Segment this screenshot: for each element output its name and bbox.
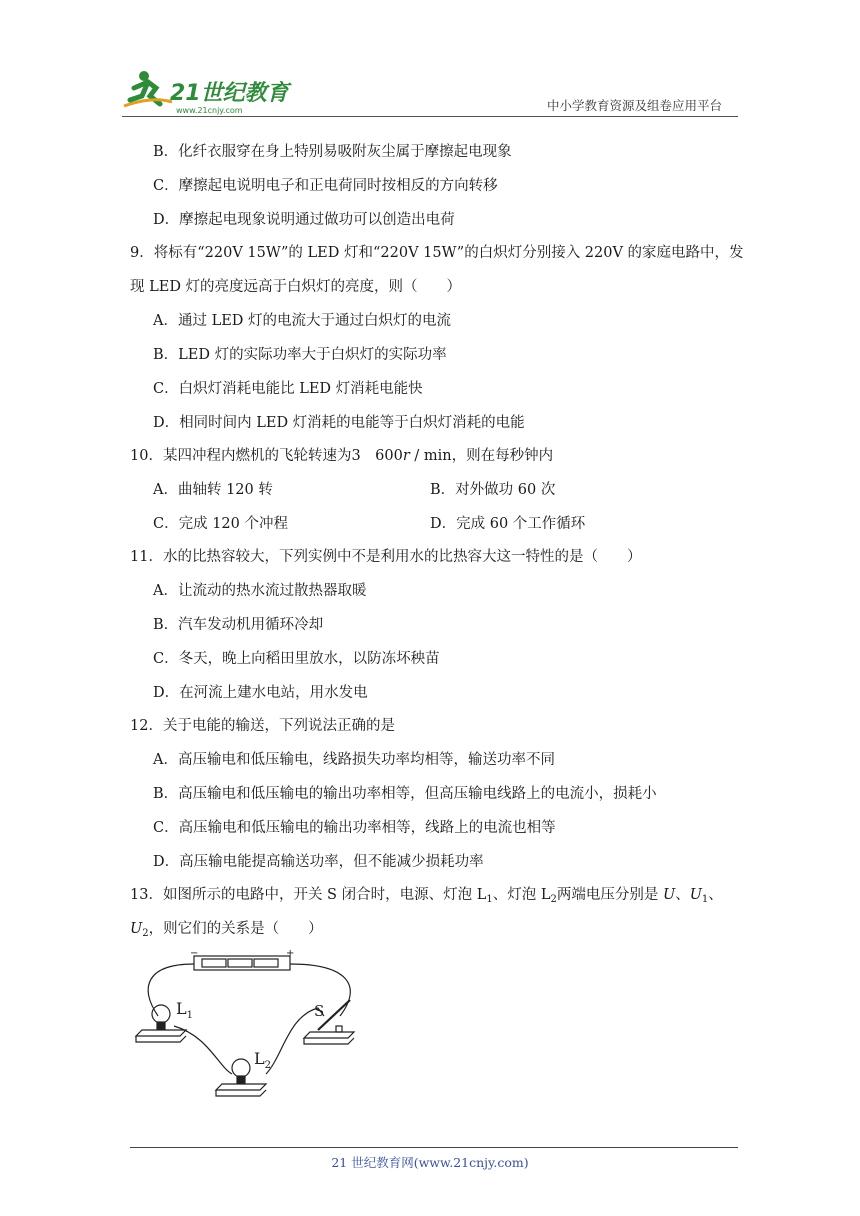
q13-sub-2: 2: [550, 894, 557, 905]
q11-option-d: D．在河流上建水电站，用水发电: [153, 685, 368, 701]
q10-option-b: B．对外做功 60 次: [430, 482, 556, 498]
q9-stem-line2: 现 LED 灯的亮度远高于白炽灯的亮度，则（ ）: [130, 279, 462, 295]
q10-option-a: A．曲轴转 120 转: [153, 482, 273, 498]
q13-var-u2-sub: 2: [142, 928, 149, 939]
q13-sep1: 、: [675, 887, 690, 903]
q10-stem: [130, 446, 553, 466]
battery-minus-label: −: [190, 948, 199, 959]
battery-box: [194, 956, 290, 970]
l2-base-side: [216, 1090, 266, 1096]
q9-option-b: B．LED 灯的实际功率大于白炽灯的实际功率: [153, 347, 447, 363]
q12-option-d: D．高压输电能提高输送功率，但不能减少损耗功率: [153, 854, 484, 870]
l1-base: [136, 1030, 186, 1036]
l1-label-l: L: [176, 999, 187, 1018]
bulb-l1-icon: [152, 1005, 170, 1023]
q8-option-d: D．摩擦起电现象说明通过做功可以创造出电荷: [153, 212, 455, 228]
l2-label: [254, 1049, 271, 1071]
q13-text-b: 、灯泡 L: [492, 887, 551, 903]
q12-stem: 12．关于电能的输送，下列说法正确的是: [130, 718, 395, 734]
battery-cell-2: [228, 959, 252, 967]
bulb-l2-icon: [232, 1059, 250, 1077]
wire-battery-l1: [148, 964, 194, 1016]
header-platform-text: 中小学教育资源及组卷应用平台: [546, 98, 722, 113]
q11-option-b: B．汽车发动机用循环冷却: [153, 617, 324, 633]
logo-text: 21世纪教育: [170, 81, 289, 106]
q9-option-d: D．相同时间内 LED 灯消耗的电能等于白炽灯消耗的电能: [153, 415, 525, 431]
circuit-diagram: [128, 946, 368, 1102]
q11-option-c: C．冬天，晚上向稻田里放水，以防冻坏秧苗: [153, 651, 440, 667]
logo-url-text: www.21cnjy.com: [176, 106, 243, 115]
q13-text-c: 两端电压分别是: [556, 887, 663, 903]
q12-option-b: B．高压输电和低压输电的输出功率相等，但高压输电线路上的电流小，损耗小: [153, 786, 657, 802]
battery-plus-label: +: [286, 948, 295, 959]
footer-site-text[interactable]: 21 世纪教育网(www.21cnjy.com): [331, 1155, 529, 1170]
q10-option-c: C．完成 120 个冲程: [153, 516, 288, 532]
bulb-l1-socket: [157, 1022, 165, 1029]
l1-label: [176, 999, 193, 1021]
q9-option-c: C．白炽灯消耗电能比 LED 灯消耗电能快: [153, 381, 423, 397]
switch-contact: [336, 1026, 342, 1032]
switch-base: [304, 1032, 354, 1038]
l2-base: [216, 1084, 266, 1090]
q10-stem-post: ，则在每秒钟内: [451, 448, 554, 464]
header-divider: [122, 116, 738, 117]
q10-option-d: D．完成 60 个工作循环: [430, 516, 586, 532]
l1-label-sub: 1: [186, 1010, 193, 1021]
switch-label: S: [314, 1002, 325, 1020]
q10-unit-rest: / min: [409, 448, 452, 464]
q13-var-u1-sub: 1: [701, 894, 709, 905]
l1-base-side: [136, 1036, 186, 1042]
q8-option-b: B．化纤衣服穿在身上特别易吸附灰尘属于摩擦起电现象: [153, 144, 512, 160]
l2-label-l: L: [254, 1049, 265, 1068]
q12-option-c: C．高压输电和低压输电的输出功率相等，线路上的电流也相等: [153, 820, 556, 836]
q12-option-a: A．高压输电和低压输电，线路损失功率均相等，输送功率不同: [153, 752, 555, 768]
q13-var-u2: U: [130, 921, 143, 937]
q13-sep2: 、: [708, 887, 723, 903]
q9-option-a: A．通过 LED 灯的电流大于通过白炽灯的电流: [153, 313, 452, 329]
q13-line2-rest: ，则它们的关系是（ ）: [148, 921, 323, 937]
q10-stem-pre: 10．某四冲程内燃机的飞轮转速为3 600: [130, 448, 403, 464]
q11-stem: 11．水的比热容较大，下列实例中不是利用水的比热容大这一特性的是（ ）: [130, 549, 642, 565]
q13-var-u: U: [662, 887, 676, 903]
q13-stem-line1: [130, 885, 723, 910]
site-logo: [122, 66, 292, 118]
battery-cell-1: [202, 959, 226, 967]
switch-base-side: [304, 1038, 354, 1044]
q10-unit-r: r: [402, 448, 410, 464]
bulb-l2-socket: [237, 1076, 245, 1083]
runner-logo-icon: [122, 66, 292, 118]
q13-stem-line2: [130, 919, 323, 944]
footer-divider: [130, 1147, 738, 1148]
q13-sub-1: 1: [486, 894, 493, 905]
battery-cell-3: [254, 959, 278, 967]
q11-option-a: A．让流动的热水流过散热器取暖: [153, 583, 367, 599]
q8-option-c: C．摩擦起电说明电子和正电荷同时按相反的方向转移: [153, 178, 498, 194]
q13-var-u1: U: [689, 887, 702, 903]
q13-text-a: 13．如图所示的电路中，开关 S 闭合时，电源、灯泡 L: [130, 887, 487, 903]
l2-label-sub: 2: [264, 1060, 271, 1071]
q9-stem-line1: 9．将标有“220V 15W”的 LED 灯和“220V 15W”的白炽灯分别接入 220V 的家庭电路中，发: [130, 245, 744, 261]
